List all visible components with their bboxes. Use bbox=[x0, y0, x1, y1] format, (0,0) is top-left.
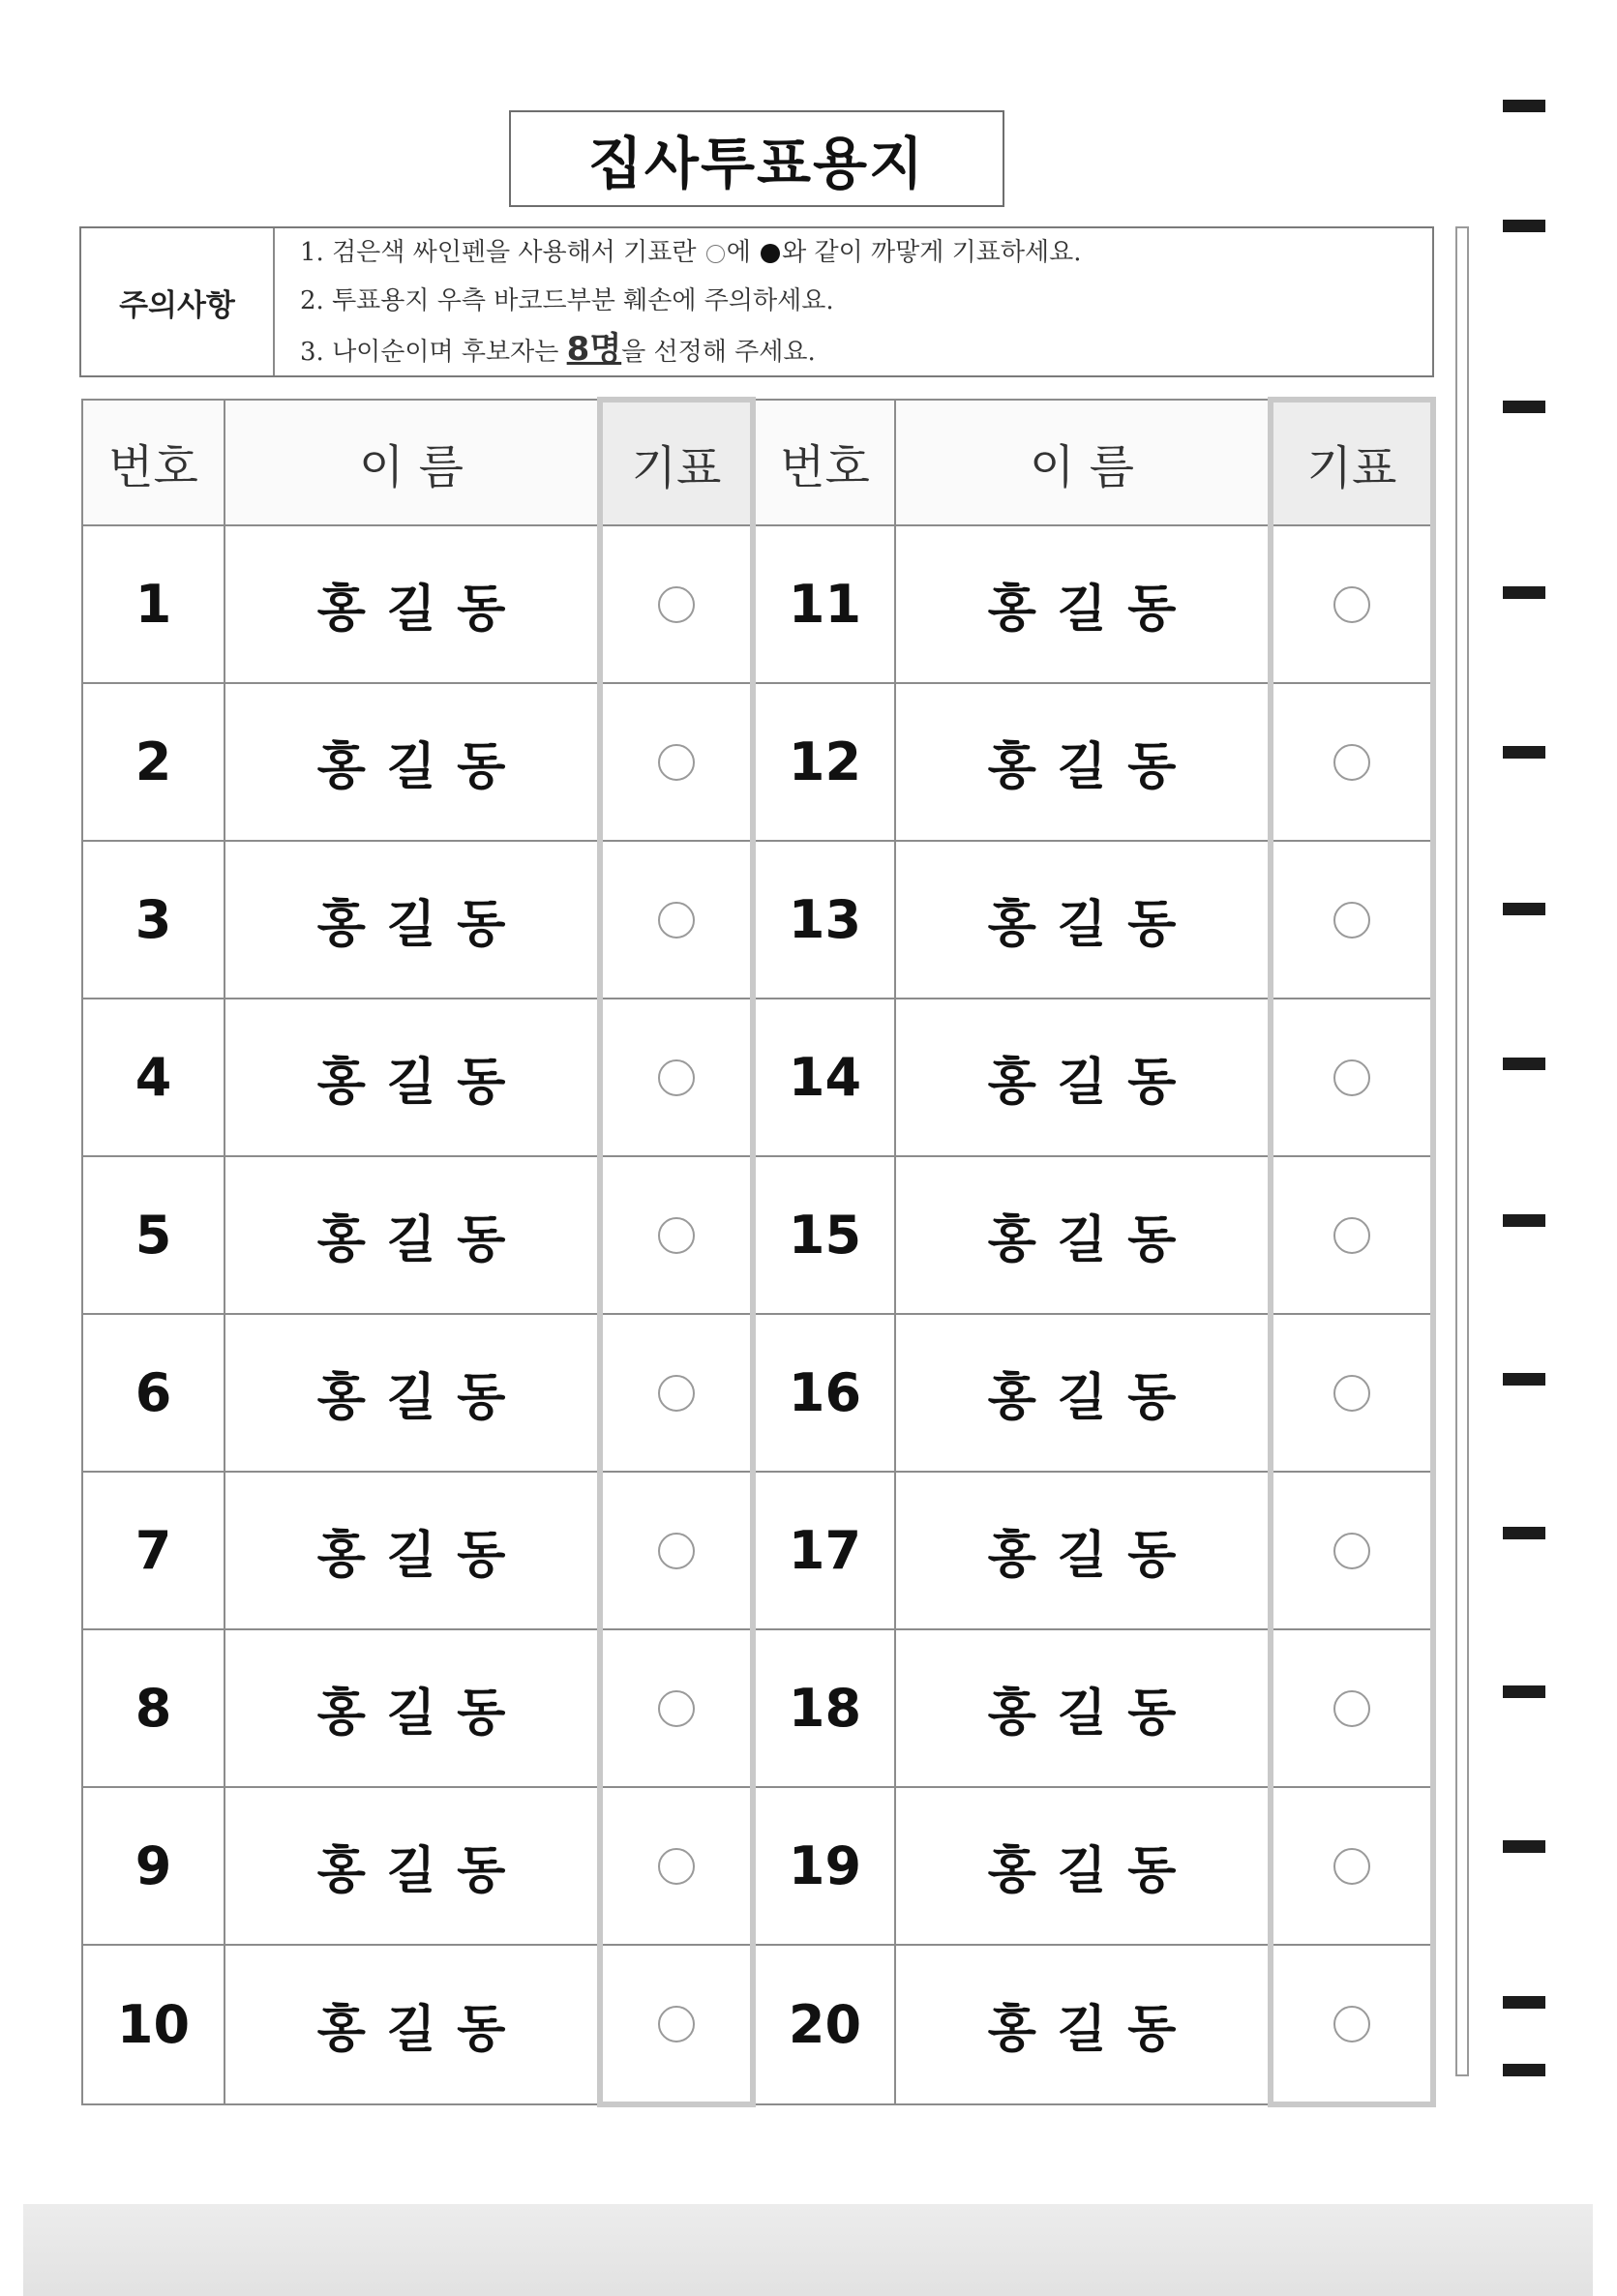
timing-mark bbox=[1503, 1373, 1545, 1386]
candidate-number: 7 bbox=[82, 1472, 225, 1629]
candidate-name: 홍길동 bbox=[225, 525, 600, 683]
header-vote: 기표 bbox=[1271, 400, 1433, 525]
candidate-name: 홍길동 bbox=[225, 1629, 600, 1787]
candidate-number: 10 bbox=[82, 1945, 225, 2104]
candidate-name: 홍길동 bbox=[895, 1156, 1271, 1314]
timing-mark bbox=[1503, 220, 1545, 232]
candidate-number: 1 bbox=[82, 525, 225, 683]
notice-line-2: 2. 투표용지 우측 바코드부분 훼손에 주의하세요. bbox=[300, 286, 834, 315]
vote-cell[interactable] bbox=[600, 841, 753, 999]
candidate-name: 홍길동 bbox=[225, 1156, 600, 1314]
timing-mark bbox=[1503, 1214, 1545, 1227]
candidate-number: 8 bbox=[82, 1629, 225, 1787]
ballot-table bbox=[81, 397, 1436, 2107]
timing-mark bbox=[1503, 1840, 1545, 1853]
vote-circle[interactable] bbox=[658, 2006, 695, 2043]
vote-circle[interactable] bbox=[1333, 1848, 1370, 1885]
timing-mark bbox=[1503, 746, 1545, 759]
candidate-name: 홍길동 bbox=[895, 683, 1271, 841]
side-rail bbox=[1455, 226, 1469, 2076]
candidate-number: 20 bbox=[753, 1945, 895, 2104]
vote-cell[interactable] bbox=[1271, 683, 1433, 841]
table-row bbox=[82, 1156, 1433, 1314]
vote-circle[interactable] bbox=[658, 1059, 695, 1096]
candidate-number: 3 bbox=[82, 841, 225, 999]
candidate-name: 홍길동 bbox=[895, 1629, 1271, 1787]
candidate-name: 홍길동 bbox=[895, 841, 1271, 999]
header-vote: 기표 bbox=[600, 400, 753, 525]
scan-edge bbox=[23, 2204, 1593, 2296]
vote-circle[interactable] bbox=[658, 1375, 695, 1412]
candidate-name: 홍길동 bbox=[895, 1472, 1271, 1629]
candidate-number: 16 bbox=[753, 1314, 895, 1472]
candidate-name: 홍길동 bbox=[225, 1472, 600, 1629]
table-row bbox=[82, 683, 1433, 841]
vote-circle[interactable] bbox=[1333, 586, 1370, 623]
timing-mark bbox=[1503, 1996, 1545, 2009]
vote-circle[interactable] bbox=[1333, 744, 1370, 781]
candidate-name: 홍길동 bbox=[225, 1787, 600, 1945]
header-name: 이 름 bbox=[895, 400, 1271, 525]
notice-line-1-mid: 에 bbox=[726, 238, 751, 267]
timing-mark bbox=[1503, 1685, 1545, 1698]
candidate-name: 홍길동 bbox=[225, 683, 600, 841]
candidate-name: 홍길동 bbox=[895, 999, 1271, 1156]
candidate-number: 19 bbox=[753, 1787, 895, 1945]
candidate-name: 홍길동 bbox=[895, 1787, 1271, 1945]
candidate-number: 14 bbox=[753, 999, 895, 1156]
candidate-number: 9 bbox=[82, 1787, 225, 1945]
timing-mark bbox=[1503, 401, 1545, 413]
vote-circle[interactable] bbox=[1333, 1375, 1370, 1412]
candidate-number: 4 bbox=[82, 999, 225, 1156]
ballot-title: 집사투표용지 bbox=[509, 110, 1004, 207]
candidate-number: 18 bbox=[753, 1629, 895, 1787]
vote-cell[interactable] bbox=[1271, 1787, 1433, 1945]
candidate-name: 홍길동 bbox=[225, 841, 600, 999]
table-row bbox=[82, 1629, 1433, 1787]
candidate-count: 8명 bbox=[566, 330, 622, 369]
vote-cell[interactable] bbox=[600, 1787, 753, 1945]
candidate-name: 홍길동 bbox=[225, 1314, 600, 1472]
timing-mark bbox=[1503, 2064, 1545, 2076]
notice-line-3-text: 3. 나이순이며 후보자는 bbox=[300, 338, 559, 367]
vote-cell[interactable] bbox=[600, 1472, 753, 1629]
table-row bbox=[82, 999, 1433, 1156]
table-header-row bbox=[82, 400, 1433, 525]
filled-circle-icon bbox=[761, 244, 780, 263]
candidate-name: 홍길동 bbox=[895, 1314, 1271, 1472]
notice-label: 주의사항 bbox=[81, 228, 275, 375]
vote-circle[interactable] bbox=[658, 902, 695, 939]
vote-cell[interactable] bbox=[600, 1945, 753, 2104]
table-row bbox=[82, 1472, 1433, 1629]
candidate-number: 5 bbox=[82, 1156, 225, 1314]
candidate-name: 홍길동 bbox=[225, 1945, 600, 2104]
notice-line-1-text: 1. 검은색 싸인펜을 사용해서 기표란 bbox=[300, 238, 697, 267]
vote-cell[interactable] bbox=[600, 1156, 753, 1314]
candidate-number: 13 bbox=[753, 841, 895, 999]
empty-circle-icon bbox=[706, 245, 725, 263]
vote-circle[interactable] bbox=[1333, 1217, 1370, 1254]
table-row bbox=[82, 525, 1433, 683]
vote-circle[interactable] bbox=[658, 744, 695, 781]
notice-line-3-end: 을 선정해 주세요. bbox=[621, 338, 816, 367]
vote-circle[interactable] bbox=[658, 1848, 695, 1885]
notice-line-3 bbox=[300, 325, 1082, 373]
header-name: 이 름 bbox=[225, 400, 600, 525]
header-number: 번호 bbox=[82, 400, 225, 525]
table-row bbox=[82, 1314, 1433, 1472]
timing-mark bbox=[1503, 100, 1545, 112]
vote-cell[interactable] bbox=[1271, 1472, 1433, 1629]
table-row bbox=[82, 1945, 1433, 2104]
vote-circle[interactable] bbox=[658, 1217, 695, 1254]
timing-mark bbox=[1503, 586, 1545, 599]
vote-circle[interactable] bbox=[1333, 2006, 1370, 2043]
vote-cell[interactable] bbox=[1271, 1314, 1433, 1472]
timing-mark bbox=[1503, 1527, 1545, 1539]
notice-box bbox=[79, 226, 1434, 377]
candidate-name: 홍길동 bbox=[225, 999, 600, 1156]
vote-cell[interactable] bbox=[1271, 841, 1433, 999]
vote-circle[interactable] bbox=[658, 586, 695, 623]
vote-circle[interactable] bbox=[658, 1533, 695, 1569]
ballot-rows bbox=[82, 525, 1433, 2104]
timing-mark bbox=[1503, 1058, 1545, 1070]
candidate-name: 홍길동 bbox=[895, 1945, 1271, 2104]
notice-line-1 bbox=[300, 228, 1082, 277]
candidate-number: 17 bbox=[753, 1472, 895, 1629]
vote-cell[interactable] bbox=[1271, 999, 1433, 1156]
vote-cell[interactable] bbox=[600, 1314, 753, 1472]
timing-mark bbox=[1503, 903, 1545, 915]
vote-cell[interactable] bbox=[1271, 1629, 1433, 1787]
notice-line-1-end: 와 같이 까맣게 기표하세요. bbox=[782, 238, 1082, 267]
candidate-name: 홍길동 bbox=[895, 525, 1271, 683]
vote-circle[interactable] bbox=[1333, 1533, 1370, 1569]
vote-cell[interactable] bbox=[600, 525, 753, 683]
vote-cell[interactable] bbox=[1271, 1945, 1433, 2104]
candidate-number: 6 bbox=[82, 1314, 225, 1472]
vote-cell[interactable] bbox=[1271, 525, 1433, 683]
notice-lines bbox=[275, 228, 1082, 375]
vote-circle[interactable] bbox=[1333, 1690, 1370, 1727]
candidate-number: 11 bbox=[753, 525, 895, 683]
table-row bbox=[82, 1787, 1433, 1945]
vote-circle[interactable] bbox=[1333, 902, 1370, 939]
candidate-number: 12 bbox=[753, 683, 895, 841]
candidate-number: 2 bbox=[82, 683, 225, 841]
vote-cell[interactable] bbox=[1271, 1156, 1433, 1314]
vote-circle[interactable] bbox=[1333, 1059, 1370, 1096]
vote-circle[interactable] bbox=[658, 1690, 695, 1727]
header-number: 번호 bbox=[753, 400, 895, 525]
vote-cell[interactable] bbox=[600, 683, 753, 841]
vote-cell[interactable] bbox=[600, 1629, 753, 1787]
table-row bbox=[82, 841, 1433, 999]
candidate-number: 15 bbox=[753, 1156, 895, 1314]
vote-cell[interactable] bbox=[600, 999, 753, 1156]
